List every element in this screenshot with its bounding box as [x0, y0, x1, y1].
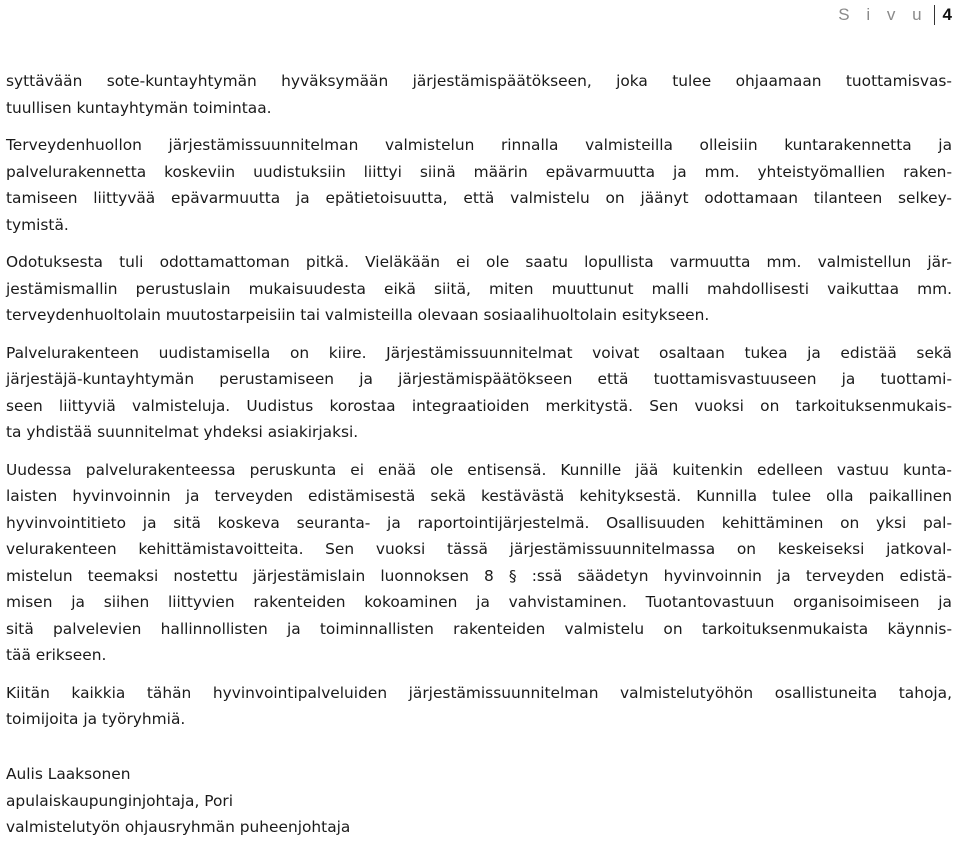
page-header	[838, 4, 952, 26]
signature-block	[6, 761, 350, 841]
text-line: järjestäjä-kuntayhtymän perustamiseen ja järjestämispäätökseen että tuottamisvastuuseen ja tuottami-	[6, 370, 952, 388]
text-line: sitä palvelevien hallinnollisten ja toiminnallisten rakenteiden valmistelu on tarkoituksenmukaista käynnis-	[6, 619, 952, 638]
text-line: velurakenteen kehittämistavoitteita. Sen vuoksi tässä järjestämissuunnitelmassa on keskeiseksi jatkoval-	[6, 540, 952, 558]
page-number: 4	[942, 5, 952, 24]
text-line: Uudessa palvelurakenteessa peruskunta ei enää ole entisensä. Kunnille jää kuitenkin edelleen vastuu kunta-	[6, 460, 952, 479]
text-line: tymistä.	[6, 215, 69, 234]
text-line: tamiseen liittyvää epävarmuutta ja epätietoisuutta, että valmistelu on jäänyt odottamaan tilanteen selkey-	[6, 189, 952, 207]
signature-role: valmistelutyön ohjausryhmän puheenjohtaja	[6, 818, 351, 836]
text-line: seen liittyviä valmisteluja. Uudistus korostaa integraatioiden merkitystä. Sen vuoksi on tarkoituksenmukais-	[6, 396, 952, 415]
text-line: Kiitän kaikkia tähän hyvinvointipalveluiden järjestämissuunnitelman valmistelutyöhön osallistuneita tahoja,	[6, 683, 952, 702]
document-body	[6, 68, 952, 744]
page-label: S i v u	[838, 5, 928, 24]
text-line: mistelun teemaksi nostettu järjestämislain luonnoksen 8 § :ssä säädetyn hyvinvoinnin ja terveyden edistä-	[6, 566, 952, 585]
paragraph	[6, 249, 952, 329]
paragraph	[6, 340, 952, 446]
text-line: jestämismallin perustuslain mukaisuudesta eikä siitä, miten muuttunut malli mahdollisesti vaikuttaa mm.	[6, 279, 952, 298]
text-line: misen ja siihen liittyvien rakenteiden kokoaminen ja vahvistaminen. Tuotantovastuun organisoimiseen ja	[6, 593, 952, 611]
text-line: hyvinvointitieto ja sitä koskeva seuranta- ja raportointijärjestelmä. Osallisuuden kehittäminen on yksi pal-	[6, 513, 952, 532]
text-line: palvelurakennetta koskeviin uudistuksiin liittyi siinä määrin epävarmuutta ja mm. yhteistyömallien raken-	[6, 162, 952, 181]
page-divider	[934, 5, 935, 25]
text-line: tää erikseen.	[6, 646, 107, 664]
text-line: toimijoita ja työryhmiä.	[6, 710, 186, 728]
text-line: Terveydenhuollon järjestämissuunnitelman valmistelun rinnalla valmisteilla olleisiin kuntarakennetta ja	[6, 136, 952, 154]
text-line: laisten hyvinvoinnin ja terveyden edistämisestä sekä kestävästä kehityksestä. Kunnilla tulee olla paikallinen	[6, 487, 952, 505]
signature-title: apulaiskaupunginjohtaja, Pori	[6, 791, 234, 810]
text-line: Palvelurakenteen uudistamisella on kiire. Järjestämissuunnitelmat voivat osaltaan tukea ja edistää sekä	[6, 343, 952, 362]
text-line: terveydenhuoltolain muutostarpeisiin tai valmisteilla olevaan sosiaalihuoltolain esitykseen.	[6, 306, 710, 324]
paragraph	[6, 457, 952, 669]
text-line: tuullisen kuntayhtymän toimintaa.	[6, 98, 272, 117]
paragraph	[6, 680, 952, 733]
text-line: Odotuksesta tuli odottamattoman pitkä. Vieläkään ei ole saatu lopullista varmuutta mm. valmistellun jär-	[6, 253, 952, 271]
signature-name: Aulis Laaksonen	[6, 765, 131, 783]
text-line: syttävään sote-kuntayhtymän hyväksymään järjestämispäätökseen, joka tulee ohjaamaan tuottamisvas-	[6, 72, 952, 90]
paragraph	[6, 132, 952, 238]
paragraph	[6, 68, 952, 121]
text-line: ta yhdistää suunnitelmat yhdeksi asiakirjaksi.	[6, 423, 359, 441]
